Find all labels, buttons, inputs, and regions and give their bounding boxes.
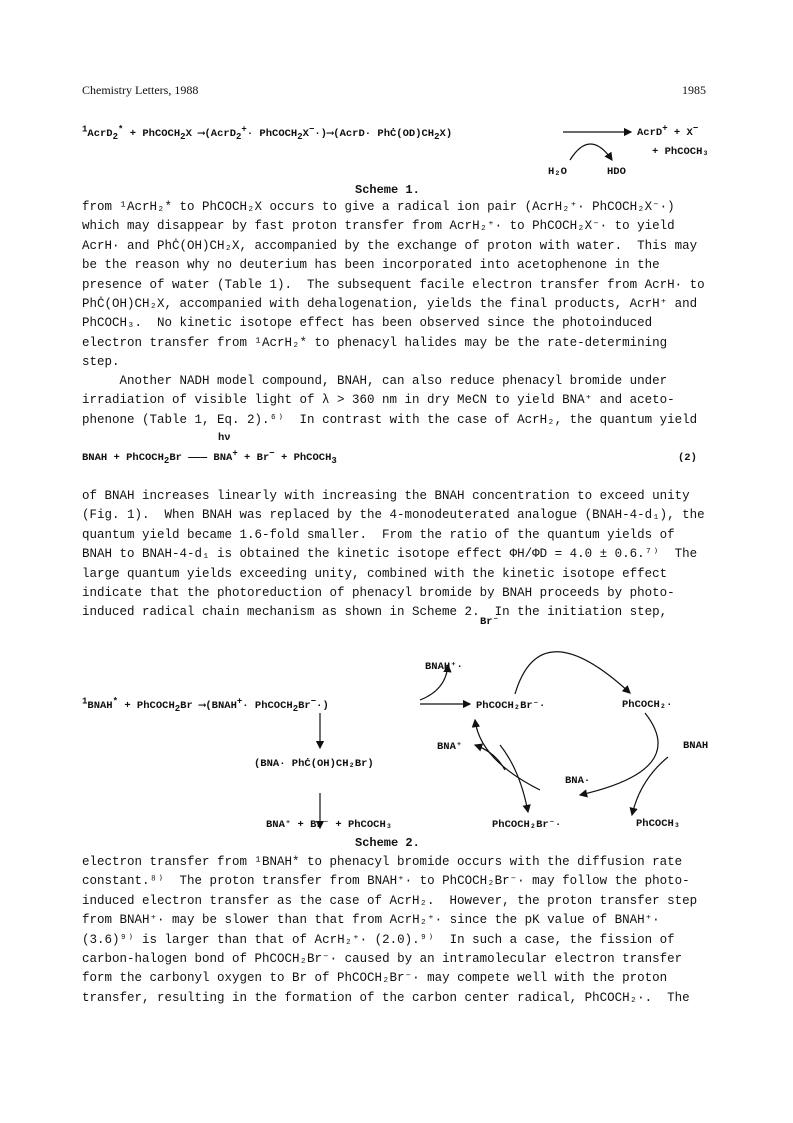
s2-initiation: $^1$BNAH* + PhCOCH$_2$Br ⟶(BNAH+· PhCOCH$_2$Br−·) [82,696,329,715]
text-line: induced radical chain mechanism as shown in Scheme 2. In the initiation step, [82,605,668,620]
text-line: presence of water (Table 1). The subsequent facile electron transfer from AcrH· to [82,277,705,292]
text-line: BNAH to BNAH-4-d₁ is obtained the kinetic isotope effect ΦH/ΦD = 4.0 ± 0.6.⁷⁾ The [82,547,698,562]
text-line: indicate that the photoreduction of phenacyl bromide by BNAH proceeds by photo- [82,586,675,601]
eq2-hv: hν [218,432,231,444]
paragraph-1 [82,198,712,373]
scheme1-caption: Scheme 1. [355,183,420,197]
s2-phcoch2-radical: PhCOCH₂· [622,699,673,711]
scheme2-caption: Scheme 2. [355,836,420,850]
scheme1-curved-arrow [570,144,612,160]
text-line: from ¹AcrH₂* to PhCOCH₂X occurs to give a radical ion pair (AcrH₂⁺· PhCOCH₂X⁻·) [82,200,675,214]
s2-bottom-products: BNA⁺ + Br⁻ + PhCOCH₃ [266,819,393,831]
journal-header: Chemistry Letters, 1988 [82,83,199,97]
s2-br: Br⁻ [480,616,499,628]
paragraph-4 [82,853,712,1008]
text-line: PhĊ(OH)CH₂X, accompanied with dehalogenation, yields the final products, AcrH⁺ and [82,297,698,312]
paragraph-3 [82,487,712,623]
text-line: irradiation of visible light of λ > 360 nm in dry MeCN to yield BNA⁺ and aceto- [82,393,675,408]
text-line: from BNAH⁺· may be slower than that from AcrH₂⁺· since the pK value of BNAH⁺· [82,913,660,928]
text-line: carbon-halogen bond of PhCOCH₂Br⁻· caused by an intramolecular electron transfer [82,952,683,967]
text-line: Another NADH model compound, BNAH, can also reduce phenacyl bromide under [82,374,668,388]
text-line: PhCOCH₃. No kinetic isotope effect has been observed since the photoinduced [82,316,653,331]
text-line: (Fig. 1). When BNAH was replaced by the 4-monodeuterated analogue (BNAH-4-d₁), the [82,508,705,523]
text-line: AcrH· and PhĊ(OH)CH₂X, accompanied by the exchange of proton with water. This may [82,238,698,253]
s2-phcoch3: PhCOCH₃ [636,818,681,830]
scheme1-h2o: H₂O [548,166,567,178]
paragraph-2 [82,372,712,430]
text-line: large quantum yields exceeding unity, combined with the kinetic isotope effect [82,566,668,581]
page-number: 1985 [682,83,706,97]
scheme1-equation: $^1$AcrD$_2$* + PhCOCH$_2$X ⟶(AcrD$_2$+· PhCOCH$_2$X−·)⟶(AcrD· $PhĊ(OD)CH_2X$) [82,124,453,143]
scheme1-product2: + PhCOCH₃ [652,146,709,158]
text-line: induced electron transfer as the case of AcrH₂. However, the proton transfer step [82,893,698,908]
s2-mid-complex: (BNA· PhĊ(OH)CH₂Br) [254,758,374,770]
s2-phcoch2br-radical-top: PhCOCH₂Br⁻· [476,700,546,712]
equation-2: BNAH + PhCOCH$_2$Br ——— BNA+ + Br− + PhCOCH$_3$ [82,448,337,467]
s2-bnah-radical: BNAH⁺· [425,661,463,673]
text-line: (3.6)⁹⁾ is larger than that of AcrH₂⁺· (2.0).⁹⁾ In such a case, the fission of [82,932,675,947]
text-line: form the carbonyl oxygen to Br of PhCOCH₂Br⁻· may compete well with the proton [82,971,668,986]
text-line: step. [82,355,120,370]
text-line: of BNAH increases linearly with increasing the BNAH concentration to exceed unity [82,489,690,503]
text-line: which may disappear by fast proton transfer from AcrH₂⁺· to PhCOCH₂X⁻· to yield [82,219,675,234]
text-line: quantum yield became 1.6-fold smaller. From the ratio of the quantum yields of [82,527,675,542]
text-line: transfer, resulting in the formation of the carbon center radical, PhCOCH₂·. The [82,990,690,1005]
scheme1-hdo: HDO [607,166,626,178]
text-line: electron transfer from ¹AcrH₂* to phenacyl halides may be the rate-determining [82,335,668,350]
text-line: electron transfer from ¹BNAH* to phenacyl bromide occurs with the diffusion rate [82,855,683,869]
s2-bna-radical: BNA· [565,775,591,787]
scheme1-product1: AcrD+ + X− [637,123,699,139]
text-line: phenone (Table 1, Eq. 2).⁶⁾ In contrast with the case of AcrH₂, the quantum yield [82,412,698,427]
text-line: constant.⁸⁾ The proton transfer from BNAH⁺· to PhCOCH₂Br⁻· may follow the photo- [82,874,690,889]
s2-bnah: BNAH [683,740,709,752]
s2-phcoch2br-radical-bottom: PhCOCH₂Br⁻· [492,819,562,831]
eq2-number: (2) [678,452,697,464]
text-line: be the reason why no deuterium has been incorporated into acetophenone in the [82,258,660,273]
s2-bna-plus: BNA⁺ [437,741,463,753]
